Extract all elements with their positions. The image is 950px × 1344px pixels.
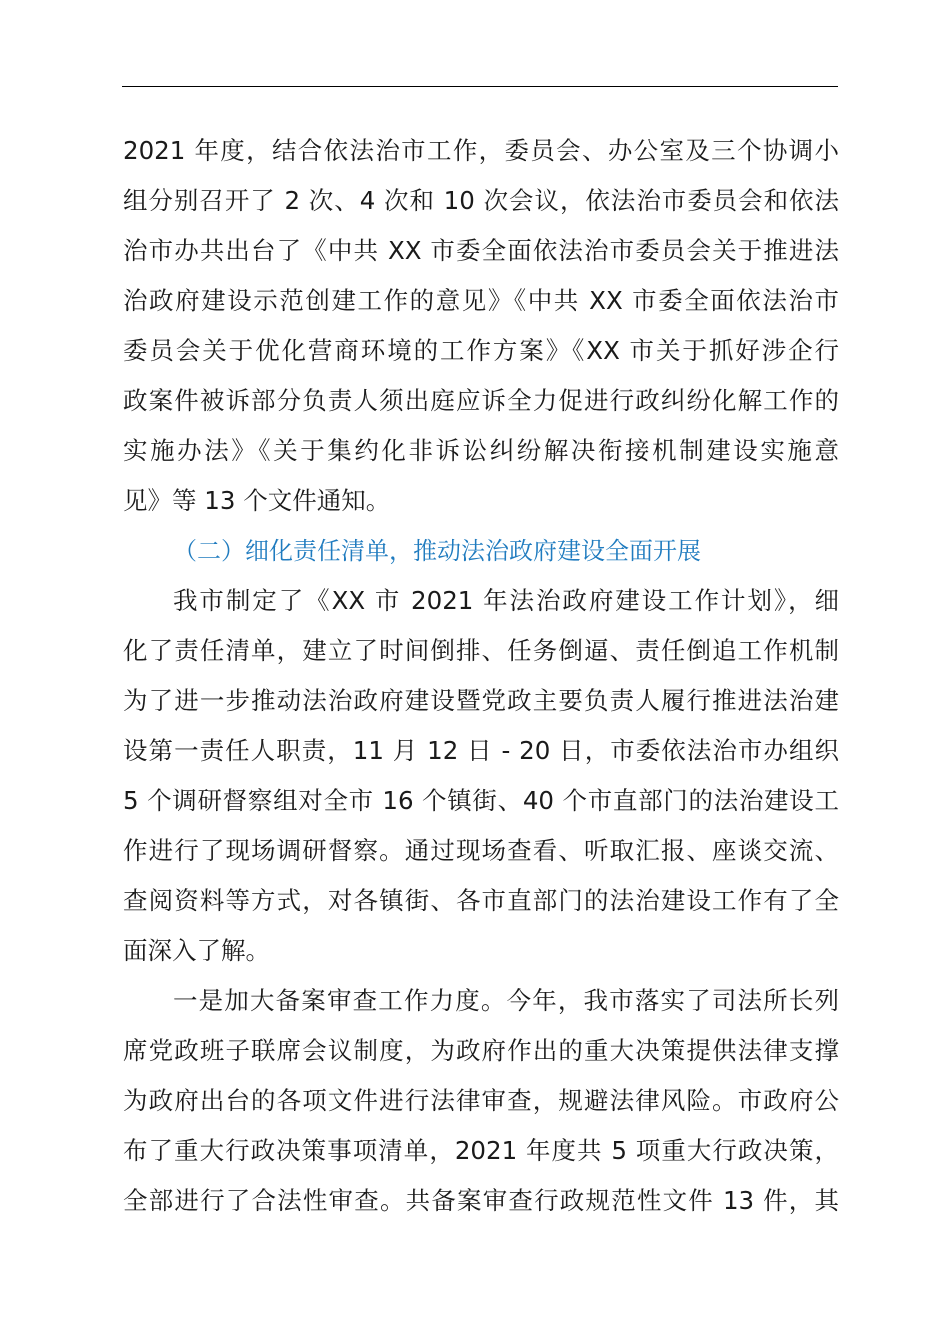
text-line: 2021 年度，结合依法治市工作，委员会、办公室及三个协调小 (123, 136, 839, 165)
text-line: 治政府建设示范创建工作的意见》《中共 XX 市委全面依法治市 (123, 286, 839, 315)
section-heading: （二）细化责任清单，推动法治政府建设全面开展 (173, 537, 701, 565)
text-line: 作进行了现场调研督察。通过现场查看、听取汇报、座谈交流、 (123, 836, 839, 865)
text-line: 实施办法》《关于集约化非诉讼纠纷解决衔接机制建设实施意 (123, 436, 839, 465)
text-line: 为政府出台的各项文件进行法律审查，规避法律风险。市政府公 (123, 1086, 839, 1115)
text-line: 全部进行了合法性审查。共备案审查行政规范性文件 13 件，其 (123, 1186, 839, 1215)
text-line: 见》等 13 个文件通知。 (123, 486, 391, 515)
text-line: 5 个调研督察组对全市 16 个镇街、40 个市直部门的法治建设工 (123, 786, 839, 815)
text-line: 席党政班子联席会议制度，为政府作出的重大决策提供法律支撑 (123, 1036, 839, 1065)
text-line: 为了进一步推动法治政府建设暨党政主要负责人履行推进法治建 (123, 686, 839, 715)
text-line: 政案件被诉部分负责人须出庭应诉全力促进行政纠纷化解工作的 (123, 386, 839, 415)
text-line: 设第一责任人职责，11 月 12 日 - 20 日，市委依法治市办组织 (123, 736, 839, 765)
text-line: 组分别召开了 2 次、4 次和 10 次会议，依法治市委员会和依法 (123, 186, 839, 215)
body-text (123, 126, 839, 1226)
header-rule (122, 86, 838, 87)
text-line: 面深入了解。 (123, 936, 270, 965)
text-line: 布了重大行政决策事项清单，2021 年度共 5 项重大行政决策， (123, 1136, 839, 1165)
text-line: 一是加大备案审查工作力度。今年，我市落实了司法所长列 (173, 986, 839, 1015)
text-line: 查阅资料等方式，对各镇街、各市直部门的法治建设工作有了全 (123, 886, 839, 915)
text-line: 我市制定了《XX 市 2021 年法治政府建设工作计划》，细 (173, 586, 839, 615)
text-line: 化了责任清单，建立了时间倒排、任务倒逼、责任倒追工作机制 (123, 636, 839, 665)
text-line: 治市办共出台了《中共 XX 市委全面依法治市委员会关于推进法 (123, 236, 839, 265)
text-line: 委员会关于优化营商环境的工作方案》《XX 市关于抓好涉企行 (123, 336, 839, 365)
